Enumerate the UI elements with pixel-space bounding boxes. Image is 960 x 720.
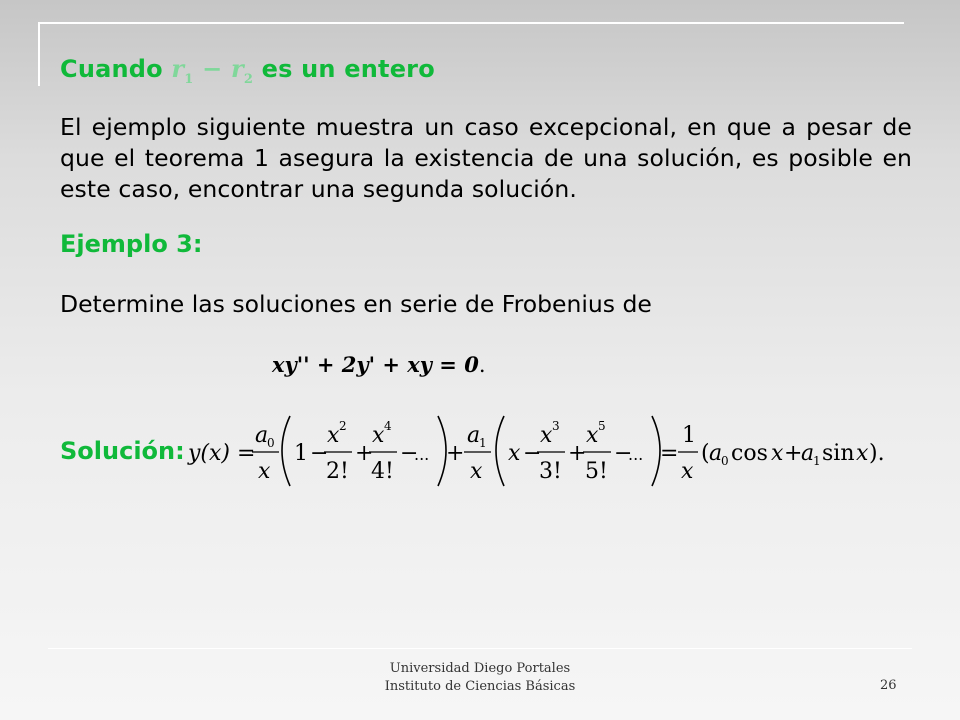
tail-sin: sin [822, 441, 855, 466]
tail-a1-sub: 1 [813, 454, 821, 468]
title-suffix: es un entero [261, 55, 435, 83]
paren-open-2 [496, 416, 504, 486]
ode-equation [272, 352, 486, 377]
title-sub2: 2 [243, 71, 254, 87]
intro-paragraph: El ejemplo siguiente muestra un caso excepcional, en que a pesar de que el teorema 1 asegura la existencia de una solución, es posible en este caso, encontrar una segunda solución. [60, 113, 912, 203]
term-x5-exp: 5 [598, 419, 606, 433]
series1-minus2: − [400, 441, 419, 466]
footer-rule [48, 648, 912, 649]
tail-cos-x: x [771, 441, 784, 466]
term-x4-den: 4! [371, 459, 394, 484]
tail-sin-x: x [856, 441, 869, 466]
series1-minus1: − [310, 441, 329, 466]
term-x3-exp: 3 [552, 419, 560, 433]
footer-institution [300, 660, 660, 696]
paren-open-1 [282, 416, 290, 486]
tail-plus: + [784, 441, 803, 466]
footer-institute: Instituto de Ciencias Básicas [384, 679, 576, 694]
tail-a0: a [709, 441, 723, 466]
series2-minus1: − [523, 441, 542, 466]
title-r1: r [171, 54, 185, 83]
term-x2-base: x [327, 423, 340, 448]
formula-lhs: y(x) = [188, 441, 256, 466]
instruction-text: Determine las soluciones en serie de Frobenius de [60, 290, 652, 318]
frac3-den: x [681, 459, 694, 484]
ode-expression: xy'' + 2y' + xy = 0 [272, 352, 479, 377]
series2-minus2: − [614, 441, 633, 466]
solution-label: Solución: [60, 437, 185, 465]
slide-top-rule [40, 22, 904, 24]
tail-a0-sub: 0 [721, 454, 729, 468]
title-minus: − [193, 54, 231, 83]
title-r2: r [230, 54, 244, 83]
frac2-num-sub: 1 [479, 436, 487, 450]
example-heading: Ejemplo 3: [60, 230, 203, 258]
tail-close-paren: ). [869, 441, 885, 466]
tail-a1: a [801, 441, 815, 466]
series2-x: x [508, 441, 521, 466]
frac3-num: 1 [682, 423, 696, 448]
series1-plus: + [355, 441, 374, 466]
frac1-den: x [258, 459, 271, 484]
series2-plus: + [568, 441, 587, 466]
frac1-num: a [255, 423, 269, 448]
frac1-num-sub: 0 [267, 436, 275, 450]
page-number: 26 [880, 678, 897, 693]
series1-ellipsis: ... [414, 445, 430, 464]
title-sub1: 1 [184, 71, 194, 87]
slide-left-rule [38, 22, 40, 86]
tail-cos: cos [731, 441, 768, 466]
title-prefix: Cuando [60, 55, 163, 83]
series1-one: 1 [294, 441, 308, 466]
term-x3-base: x [540, 423, 553, 448]
paren-close-2 [652, 416, 660, 486]
frac2-num: a [467, 423, 481, 448]
term-x2-exp: 2 [339, 419, 347, 433]
title-math [171, 54, 261, 87]
solution-formula [186, 408, 906, 494]
term-x4-exp: 4 [384, 419, 392, 433]
tail-open-paren: ( [701, 441, 710, 466]
term-x5-den: 5! [585, 459, 608, 484]
footer-university: Universidad Diego Portales [389, 661, 571, 676]
term-x5-base: x [586, 423, 599, 448]
equals-sign: = [660, 441, 679, 466]
term-x4-base: x [372, 423, 385, 448]
frac2-den: x [470, 459, 483, 484]
term-x3-den: 3! [539, 459, 562, 484]
series2-ellipsis: ... [628, 445, 644, 464]
mid-plus: + [446, 441, 465, 466]
slide-title [60, 54, 435, 87]
ode-period: . [478, 353, 486, 377]
paren-close-1 [438, 416, 446, 486]
term-x2-den: 2! [326, 459, 349, 484]
